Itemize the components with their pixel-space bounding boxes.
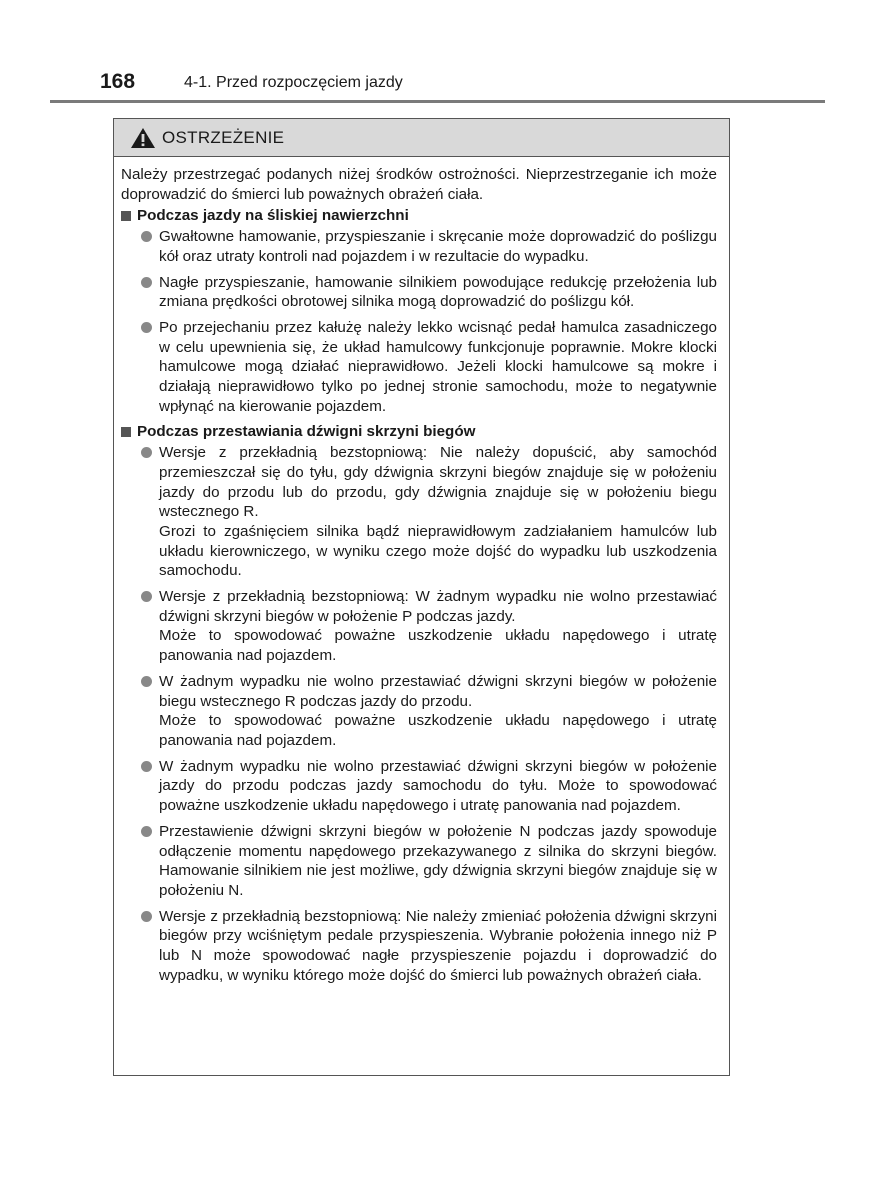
bullet-text: Wersje z przekładnią bezstopniową: W żadnym wypadku nie wolno przestawiać dźwigni skrzyni biegów w położenie P podczas jazdy. bbox=[159, 588, 717, 625]
bullet-text: Po przejechaniu przez kałużę należy lekko wcisnąć pedał hamulca zasadniczego w celu upewnienia się, że układ hamulcowy funkcjonuje poprawnie. Mokre klocki hamulcowe mogą działać nieprawidłowo. Jeżeli klocki hamulcowe są mokre i działają nieprawidłowo tylko po jednej stronie samochodu, może to negatywnie wpłynąć na kierowanie pojazdem. bbox=[159, 318, 717, 415]
warning-title: OSTRZEŻENIE bbox=[162, 127, 285, 147]
bullet-text: Może to spowodować poważne uszkodzenie układu napędowego i utratę panowania nad pojazdem. bbox=[159, 712, 717, 749]
bullet-item bbox=[121, 822, 717, 901]
warning-body bbox=[114, 157, 729, 985]
bullet-text: Przestawienie dźwigni skrzyni biegów w położenie N podczas jazdy spowoduje odłączenie momentu napędowego przekazywanego z silnika do skrzyni biegów. Hamowanie silnikiem nie jest możliwe, gdy dźwignia skrzyni biegów znajduje się w położeniu N. bbox=[159, 822, 717, 899]
warning-triangle-icon bbox=[130, 127, 156, 149]
round-bullet-icon bbox=[141, 761, 152, 772]
section-heading-text: Podczas jazdy na śliskiej nawierzchni bbox=[137, 207, 409, 225]
round-bullet-icon bbox=[141, 447, 152, 458]
warning-header bbox=[114, 119, 729, 157]
round-bullet-icon bbox=[141, 591, 152, 602]
bullet-text: Wersje z przekładnią bezstopniową: Nie należy dopuścić, aby samochód przemieszczał się do tyłu, gdy dźwignia skrzyni biegów znajduje się w położeniu jazdy do przodu lub do przodu, gdy dźwignia znajduje się w położeniu biegu wstecznego R. bbox=[159, 444, 717, 521]
bullet-text: Gwałtowne hamowanie, przyspieszanie i skręcanie może doprowadzić do poślizgu kół oraz utraty kontroli nad pojazdem i w rezultacie do wypadku. bbox=[159, 228, 717, 265]
square-bullet-icon bbox=[121, 211, 131, 221]
section-heading bbox=[121, 206, 717, 226]
section-heading-text: Podczas przestawiania dźwigni skrzyni biegów bbox=[137, 423, 476, 441]
bullet-text: Grozi to zgaśnięciem silnika bądź nieprawidłowym zadziałaniem hamulców lub układu kierowniczego, w wyniku czego może dojść do wypadku lub uszkodzenia samochodu. bbox=[159, 522, 717, 580]
square-bullet-icon bbox=[121, 427, 131, 437]
bullet-item bbox=[121, 227, 717, 266]
bullet-item bbox=[121, 318, 717, 417]
bullet-text: Nagłe przyspieszanie, hamowanie silnikiem powodujące redukcję przełożenia lub zmiana prędkości obrotowej silnika mogą doprowadzić do poślizgu kół. bbox=[159, 273, 717, 311]
section-heading bbox=[121, 422, 717, 442]
bullet-text: Wersje z przekładnią bezstopniową: Nie należy zmieniać położenia dźwigni skrzyni biegów przy wciśniętym pedale przyspieszenia. Wybranie położenia innego niż P lub N może spowodować nagłe przyspieszenie pojazdu i doprowadzić do wypadku, w wyniku którego może dojść do śmierci lub poważnych obrażeń ciała. bbox=[159, 907, 717, 984]
bullet-text: W żadnym wypadku nie wolno przestawiać dźwigni skrzyni biegów w położenie biegu wstecznego R podczas jazdy do przodu. bbox=[159, 672, 717, 710]
bullet-item bbox=[121, 273, 717, 312]
warning-box bbox=[113, 118, 730, 1076]
bullet-item bbox=[121, 672, 717, 751]
bullet-item bbox=[121, 587, 717, 666]
page-header bbox=[100, 70, 825, 100]
bullet-item bbox=[121, 443, 717, 581]
header-rule bbox=[50, 100, 825, 103]
round-bullet-icon bbox=[141, 676, 152, 687]
section-title: 4-1. Przed rozpoczęciem jazdy bbox=[184, 74, 403, 91]
warning-intro: Należy przestrzegać podanych niżej środków ostrożności. Nieprzestrzeganie ich może doprowadzić do śmierci lub poważnych obrażeń ciała. bbox=[121, 166, 717, 203]
round-bullet-icon bbox=[141, 826, 152, 837]
round-bullet-icon bbox=[141, 277, 152, 288]
page-number: 168 bbox=[100, 70, 136, 93]
round-bullet-icon bbox=[141, 322, 152, 333]
bullet-item bbox=[121, 757, 717, 816]
bullet-text: W żadnym wypadku nie wolno przestawiać dźwigni skrzyni biegów w położenie jazdy do przodu podczas jazdy samochodu do tyłu. Może to spowodować poważne uszkodzenie układu napędowego i utratę panowania nad pojazdem. bbox=[159, 757, 717, 815]
round-bullet-icon bbox=[141, 231, 152, 242]
round-bullet-icon bbox=[141, 911, 152, 922]
bullet-item bbox=[121, 907, 717, 986]
bullet-text: Może to spowodować poważne uszkodzenie układu napędowego i utratę panowania nad pojazdem. bbox=[159, 627, 717, 665]
